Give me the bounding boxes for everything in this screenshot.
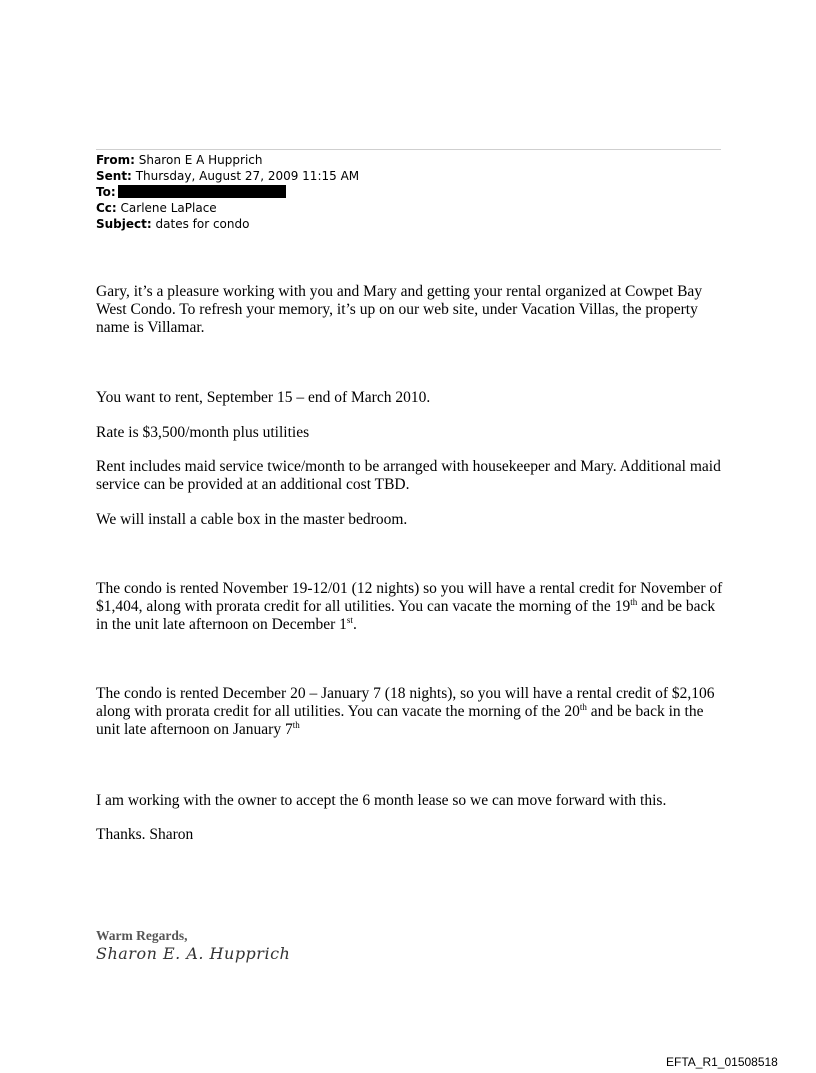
cc-row: Cc: Carlene LaPlace: [96, 201, 217, 215]
paragraph-dates: You want to rent, September 15 – end of March 2010.: [96, 389, 431, 406]
signature-name: Sharon E. A. Hupprich: [96, 944, 291, 963]
subject-value: dates for condo: [155, 217, 250, 231]
paragraph-greeting: Gary, it’s a pleasure working with you and Mary and getting your rental organized at Cowpet Bay West Condo. To refresh your memory, it’s up on our web site, under Vacation Villas, the property name is Villamar.: [96, 283, 703, 336]
signature-closing: Warm Regards,: [96, 928, 188, 943]
document-id: EFTA_R1_01508518: [666, 1055, 778, 1069]
redaction-box: [118, 185, 286, 198]
paragraph-lease: I am working with the owner to accept the 6 month lease so we can move forward with this.: [96, 792, 667, 809]
paragraph-cable-box: We will install a cable box in the master bedroom.: [96, 511, 408, 528]
sent-value: Thursday, August 27, 2009 11:15 AM: [135, 169, 360, 183]
paragraph-november-credit: The condo is rented November 19-12/01 (12 nights) so you will have a rental credit for November of $1,404, along with prorata credit for all utilities. You can vacate the morning of the 19th and be back in the unit late afternoon on December 1st.: [96, 580, 723, 633]
paragraph-thanks: Thanks. Sharon: [96, 826, 194, 843]
subject-row: Subject: dates for condo: [96, 217, 250, 231]
email-header: [96, 152, 359, 232]
sent-row: Sent: Thursday, August 27, 2009 11:15 AM: [96, 169, 360, 183]
paragraph-december-credit: The condo is rented December 20 – January 7 (18 nights), so you will have a rental credit of $2,106 along with prorata credit for all utilities. You can vacate the morning of the 20th and be back in the unit late afternoon on January 7th: [96, 685, 715, 738]
to-row: To:: [96, 184, 359, 200]
paragraph-maid-service: Rent includes maid service twice/month to be arranged with housekeeper and Mary. Additional maid service can be provided at an additional cost TBD.: [96, 458, 721, 493]
paragraph-rate: Rate is $3,500/month plus utilities: [96, 424, 310, 441]
cc-value: Carlene LaPlace: [120, 201, 217, 215]
from-value: Sharon E A Hupprich: [138, 153, 263, 167]
header-divider: [96, 149, 721, 150]
from-row: From: Sharon E A Hupprich: [96, 153, 263, 167]
